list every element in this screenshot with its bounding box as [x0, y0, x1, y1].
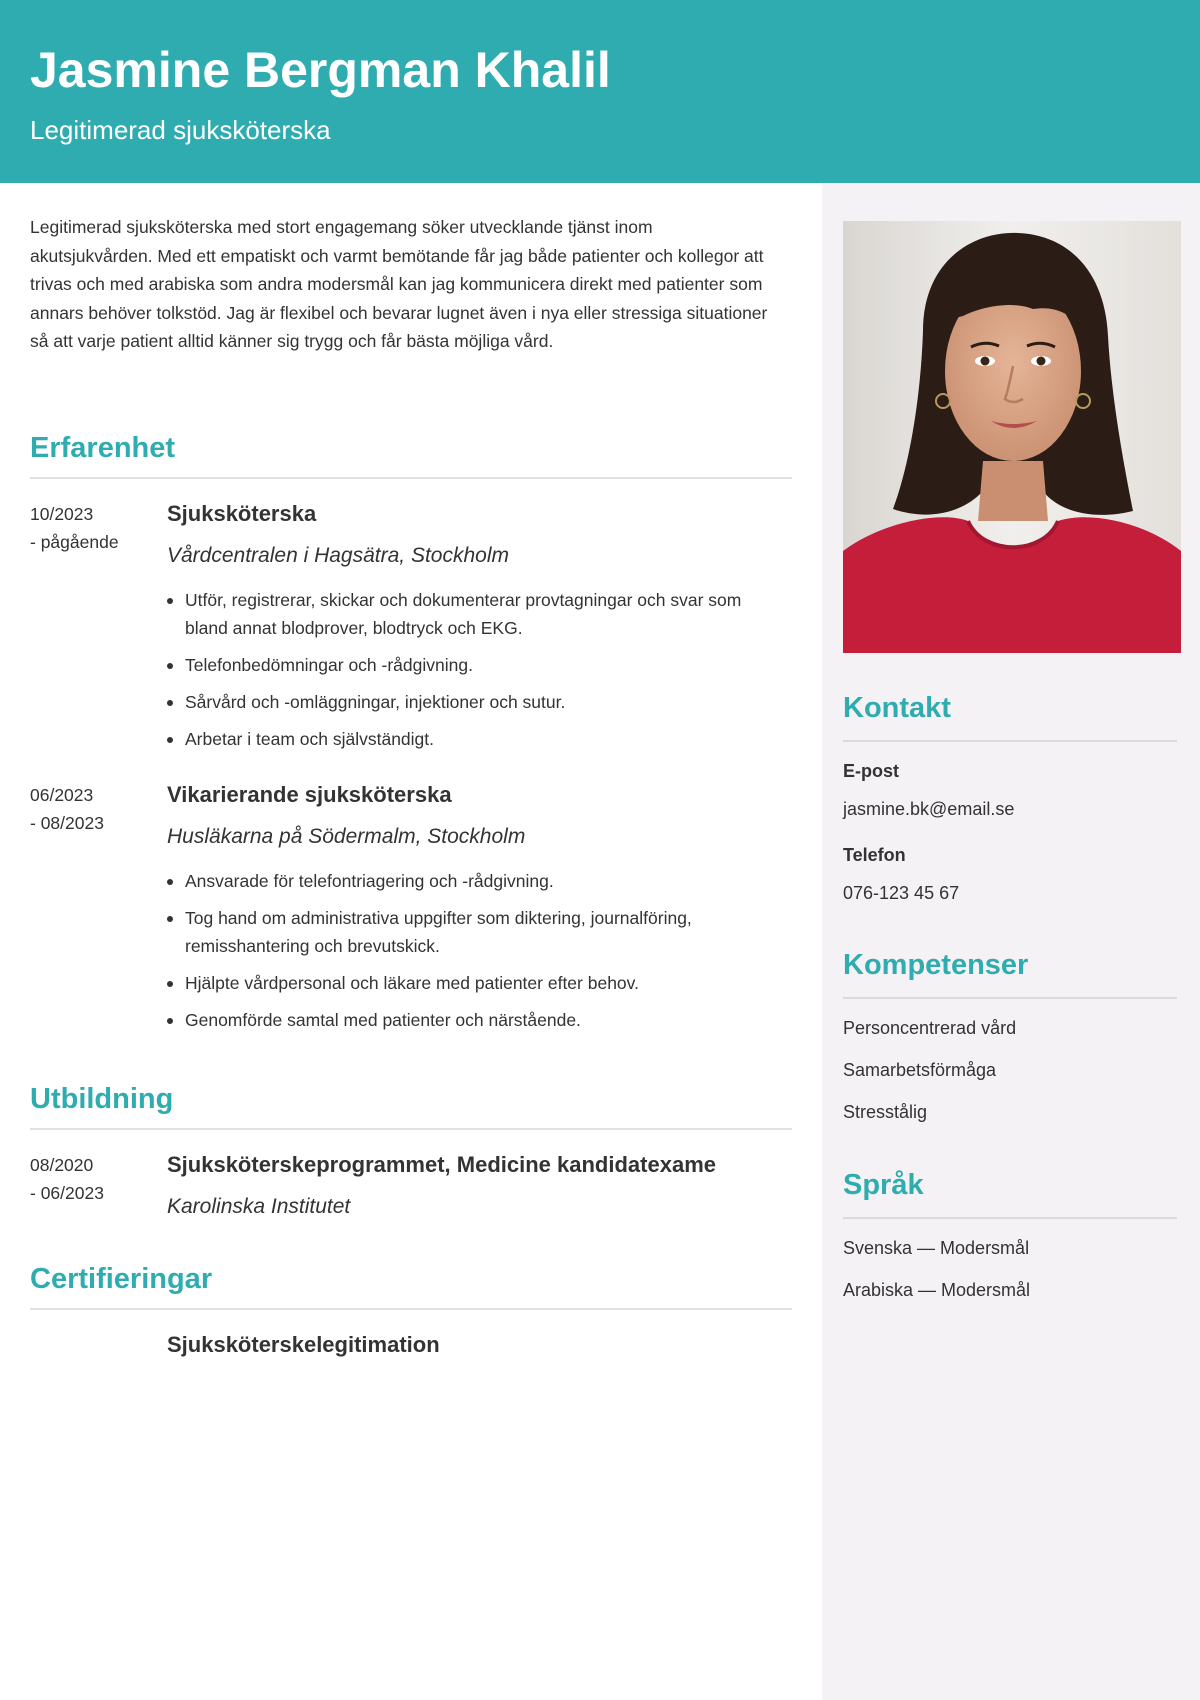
- list-item: Ansvarade för telefontriagering och -rådgivning.: [167, 867, 767, 895]
- entry-organization: Husläkarna på Södermalm, Stockholm: [167, 825, 526, 848]
- entry-date-start: 08/2020: [30, 1155, 94, 1175]
- section-divider: [843, 740, 1177, 742]
- section-divider: [30, 1308, 792, 1310]
- entry-date-end: - pågående: [30, 532, 119, 552]
- list-item: Genomförde samtal med patienter och närstående.: [167, 1006, 767, 1034]
- section-divider: [843, 1217, 1177, 1219]
- list-item: Tog hand om administrativa uppgifter som diktering, journalföring, remisshantering och brevutskick.: [167, 904, 767, 960]
- language-item: Svenska — Modersmål: [843, 1238, 1030, 1258]
- certification-name: Sjuksköterskelegitimation: [167, 1332, 440, 1357]
- entry-date-end: - 06/2023: [30, 1183, 104, 1203]
- skill-item: Stresstålig: [843, 1102, 928, 1122]
- profile-photo: [843, 221, 1181, 653]
- contact-email[interactable]: jasmine.bk@email.se: [843, 799, 1015, 819]
- list-item: Sårvård och -omläggningar, injektioner och sutur.: [167, 688, 767, 716]
- section-heading-experience: Erfarenhet: [30, 432, 176, 464]
- section-divider: [30, 1128, 792, 1130]
- contact-email-label: E-post: [843, 761, 899, 781]
- entry-bullets: [167, 867, 767, 1043]
- section-heading-skills: Kompetenser: [843, 949, 1029, 981]
- skill-item: Personcentrerad vård: [843, 1018, 1017, 1038]
- entry-role: Sjuksköterska: [167, 501, 317, 526]
- entry-date-start: 10/2023: [30, 504, 94, 524]
- section-divider: [30, 477, 792, 479]
- entry-date: [30, 1151, 160, 1207]
- section-divider: [843, 997, 1177, 999]
- entry-date-end: - 08/2023: [30, 813, 104, 833]
- header-banner: [0, 0, 1200, 183]
- language-item: Arabiska — Modersmål: [843, 1280, 1031, 1300]
- entry-date-start: 06/2023: [30, 785, 94, 805]
- list-item: Telefonbedömningar och -rådgivning.: [167, 651, 767, 679]
- entry-role: Sjuksköterskeprogrammet, Medicine kandidatexame: [167, 1152, 716, 1177]
- skill-item: Samarbetsförmåga: [843, 1060, 997, 1080]
- candidate-name: Jasmine Bergman Khalil: [30, 42, 611, 98]
- list-item: Utför, registrerar, skickar och dokumenterar provtagningar och svar som bland annat blodprover, blodtryck och EKG.: [167, 586, 767, 642]
- profile-summary: Legitimerad sjuksköterska med stort engagemang söker utvecklande tjänst inom akutsjukvården. Med ett empatiskt och varmt bemötande får jag både patienter och kollegor att trivas och med arabiska som andra modersmål kan jag kommunicera direkt med patienter som annars behöver tolkstöd. Jag är flexibel och bevarar lugnet även i nya eller stressiga situationer så att varje patient alltid känner sig trygg och får bästa möjliga vård.: [30, 217, 768, 352]
- entry-bullets: [167, 586, 767, 762]
- section-heading-languages: Språk: [843, 1169, 924, 1201]
- list-item: Arbetar i team och självständigt.: [167, 725, 767, 753]
- contact-phone-label: Telefon: [843, 845, 906, 865]
- list-item: Hjälpte vårdpersonal och läkare med patienter efter behov.: [167, 969, 767, 997]
- entry-date: [30, 781, 160, 837]
- section-heading-certifications: Certifieringar: [30, 1263, 213, 1295]
- candidate-title: Legitimerad sjuksköterska: [30, 115, 331, 145]
- entry-role: Vikarierande sjuksköterska: [167, 782, 452, 807]
- section-heading-contact: Kontakt: [843, 692, 951, 724]
- contact-phone[interactable]: 076-123 45 67: [843, 883, 960, 903]
- entry-organization: Vårdcentralen i Hagsätra, Stockholm: [167, 544, 509, 567]
- entry-organization: Karolinska Institutet: [167, 1195, 351, 1218]
- entry-date: [30, 500, 160, 556]
- section-heading-education: Utbildning: [30, 1083, 174, 1115]
